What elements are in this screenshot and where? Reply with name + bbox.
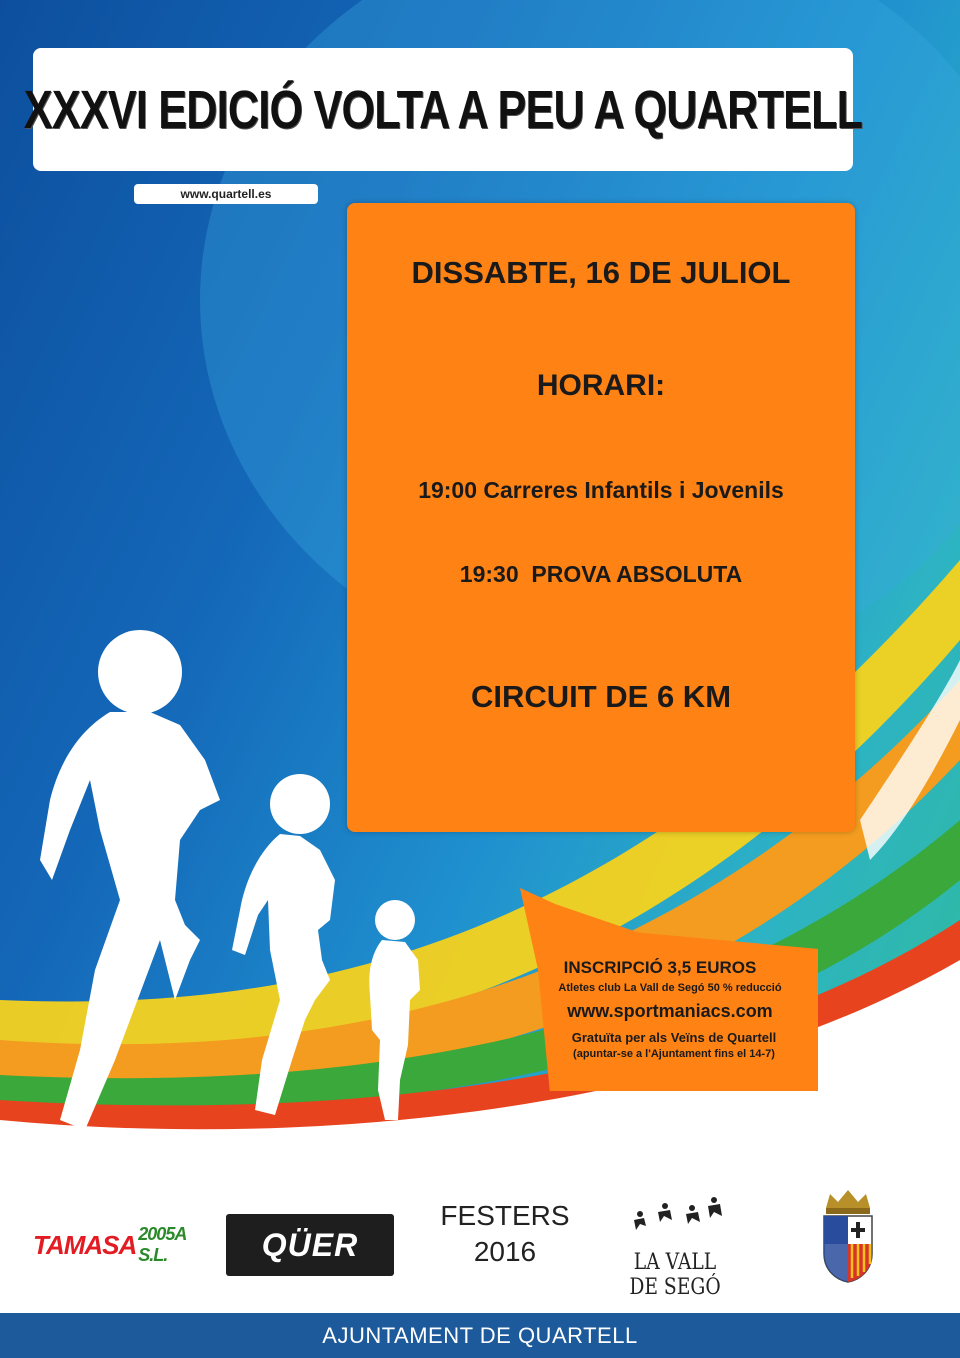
- festers-line-2: 2016: [473, 1236, 537, 1267]
- athlete-figures-icon: [610, 1192, 740, 1252]
- event-date: DISSABTE, 16 DE JULIOL: [411, 255, 791, 290]
- quer-logo: [226, 1214, 394, 1276]
- registration-discount: Atletes club La Vall de Segó 50 % reducció: [558, 982, 782, 994]
- footer-text: AJUNTAMENT DE QUARTELL: [322, 1322, 638, 1348]
- schedule-heading: HORARI:: [536, 369, 666, 402]
- vall-de-sego-logo: [610, 1192, 740, 1300]
- footer-bar: [0, 1313, 960, 1358]
- schedule-item-2: 19:30 PROVA ABSOLUTA: [459, 561, 743, 587]
- poster-title: XXXVI EDICIÓ VOLTA A PEU A QUARTELL: [23, 79, 863, 140]
- circuit-distance: CIRCUIT DE 6 KM: [470, 679, 732, 714]
- festers-line-1: FESTERS: [440, 1200, 570, 1231]
- website-link[interactable]: www.quartell.es: [134, 184, 318, 204]
- event-info-panel: [347, 203, 855, 832]
- registration-site-link[interactable]: www.sportmaniacs.com: [567, 1001, 773, 1021]
- tamasa-logo: [33, 1215, 186, 1275]
- registration-fee: INSCRIPCIÓ 3,5 EUROS: [563, 958, 757, 977]
- festers-logo: [430, 1198, 580, 1278]
- tamasa-sub: 2005A S.L.: [138, 1224, 186, 1265]
- quer-name: QÜER: [261, 1226, 359, 1263]
- schedule-item-1: 19:00 Carreres Infantils i Jovenils: [418, 477, 784, 503]
- coat-of-arms-icon: [818, 1188, 878, 1284]
- title-banner: [23, 48, 863, 171]
- registration-free-note: Gratuïta per als Veïns de Quartell: [571, 1030, 777, 1045]
- registration-deadline: (apuntar-se a l'Ajuntament fins el 14-7): [573, 1048, 775, 1060]
- vall-de-sego-name: LA VALL DE SEGÓ: [629, 1250, 721, 1300]
- tamasa-name: TAMASA: [33, 1229, 137, 1260]
